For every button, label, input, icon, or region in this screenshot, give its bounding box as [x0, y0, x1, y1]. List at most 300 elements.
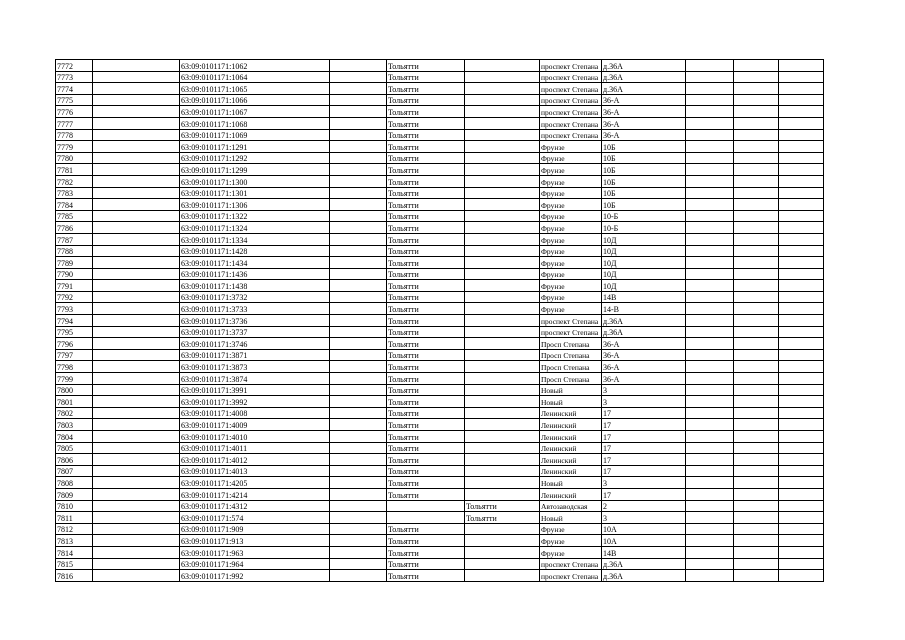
- empty-cell: [330, 361, 387, 373]
- house-cell: 10Б: [602, 187, 686, 199]
- street-text: проспект Степана: [541, 73, 599, 83]
- house-cell: д.36А: [602, 60, 686, 72]
- city-cell: Тольятти: [387, 442, 465, 454]
- street-text: Фрунзе: [541, 177, 565, 187]
- row-number-cell: 7794: [56, 315, 93, 327]
- empty-cell: [734, 175, 779, 187]
- street-text: проспект Степана: [541, 131, 599, 141]
- row-number-cell: 7814: [56, 546, 93, 558]
- empty-cell: [686, 117, 734, 129]
- street-cell: [540, 257, 602, 269]
- city-cell-alt: [465, 117, 540, 129]
- house-cell: 10А: [602, 535, 686, 547]
- table-row: [56, 570, 824, 582]
- street-text: проспект Степана: [541, 316, 599, 326]
- city-cell-alt: Тольятти: [465, 500, 540, 512]
- empty-cell: [686, 222, 734, 234]
- city-cell-alt: [465, 454, 540, 466]
- row-number-cell: 7775: [56, 94, 93, 106]
- empty-cell: [779, 477, 824, 489]
- row-number-cell: 7777: [56, 117, 93, 129]
- empty-cell: [686, 326, 734, 338]
- street-cell: [540, 431, 602, 443]
- empty-cell: [734, 431, 779, 443]
- city-cell-alt: [465, 546, 540, 558]
- city-cell-alt: [465, 129, 540, 141]
- empty-cell: [734, 442, 779, 454]
- city-cell-alt: [465, 477, 540, 489]
- row-number-cell: 7786: [56, 222, 93, 234]
- street-cell: [540, 291, 602, 303]
- table-row: [56, 71, 824, 83]
- empty-cell: [93, 129, 180, 141]
- cadastral-number-cell: 63:09:0101171:1065: [180, 83, 330, 95]
- empty-cell: [686, 419, 734, 431]
- empty-cell: [686, 210, 734, 222]
- city-cell: Тольятти: [387, 199, 465, 211]
- empty-cell: [734, 152, 779, 164]
- city-cell-alt: [465, 291, 540, 303]
- street-text: Фрунзе: [541, 212, 565, 222]
- table-row: [56, 384, 824, 396]
- city-cell: Тольятти: [387, 233, 465, 245]
- street-text: Фрунзе: [541, 223, 565, 233]
- empty-cell: [93, 280, 180, 292]
- empty-cell: [734, 465, 779, 477]
- table-row: [56, 60, 824, 72]
- city-cell-alt: [465, 465, 540, 477]
- cadastral-number-cell: 63:09:0101171:3746: [180, 338, 330, 350]
- street-text: проспект Степана: [541, 328, 599, 338]
- street-cell: [540, 512, 602, 524]
- table-row: [56, 268, 824, 280]
- empty-cell: [330, 94, 387, 106]
- table-row: [56, 535, 824, 547]
- cadastral-number-cell: 63:09:0101171:964: [180, 558, 330, 570]
- row-number-cell: 7799: [56, 373, 93, 385]
- empty-cell: [779, 129, 824, 141]
- city-cell: Тольятти: [387, 222, 465, 234]
- empty-cell: [734, 268, 779, 280]
- empty-cell: [779, 268, 824, 280]
- empty-cell: [330, 303, 387, 315]
- city-cell-alt: [465, 535, 540, 547]
- house-cell: 10Б: [602, 141, 686, 153]
- street-text: Ленинский: [541, 455, 577, 465]
- row-number-cell: 7780: [56, 152, 93, 164]
- empty-cell: [93, 431, 180, 443]
- cadastral-number-cell: 63:09:0101171:3873: [180, 361, 330, 373]
- city-cell: Тольятти: [387, 175, 465, 187]
- empty-cell: [779, 419, 824, 431]
- empty-cell: [93, 187, 180, 199]
- empty-cell: [734, 558, 779, 570]
- city-cell-alt: [465, 152, 540, 164]
- street-text: Ленинский: [541, 490, 577, 500]
- street-cell: [540, 245, 602, 257]
- street-cell: [540, 488, 602, 500]
- table-row: [56, 442, 824, 454]
- empty-cell: [779, 488, 824, 500]
- empty-cell: [734, 71, 779, 83]
- empty-cell: [734, 257, 779, 269]
- empty-cell: [686, 535, 734, 547]
- empty-cell: [330, 454, 387, 466]
- empty-cell: [734, 326, 779, 338]
- city-cell-alt: [465, 199, 540, 211]
- street-cell: [540, 117, 602, 129]
- row-number-cell: 7779: [56, 141, 93, 153]
- cadastral-number-cell: 63:09:0101171:1324: [180, 222, 330, 234]
- city-cell-alt: [465, 164, 540, 176]
- row-number-cell: 7785: [56, 210, 93, 222]
- table-row: [56, 338, 824, 350]
- cadastral-number-cell: 63:09:0101171:4013: [180, 465, 330, 477]
- house-cell: 17: [602, 419, 686, 431]
- city-cell-alt: [465, 361, 540, 373]
- street-text: Новый: [541, 478, 563, 488]
- row-number-cell: 7788: [56, 245, 93, 257]
- empty-cell: [93, 523, 180, 535]
- city-cell-alt: [465, 373, 540, 385]
- empty-cell: [330, 465, 387, 477]
- city-cell: Тольятти: [387, 570, 465, 582]
- row-number-cell: 7784: [56, 199, 93, 211]
- empty-cell: [330, 187, 387, 199]
- empty-cell: [779, 546, 824, 558]
- empty-cell: [779, 291, 824, 303]
- street-cell: [540, 164, 602, 176]
- cadastral-number-cell: 63:09:0101171:574: [180, 512, 330, 524]
- street-text: проспект Степана: [541, 96, 599, 106]
- table-row: [56, 280, 824, 292]
- empty-cell: [734, 373, 779, 385]
- empty-cell: [779, 407, 824, 419]
- row-number-cell: 7808: [56, 477, 93, 489]
- empty-cell: [686, 164, 734, 176]
- empty-cell: [686, 199, 734, 211]
- empty-cell: [734, 106, 779, 118]
- empty-cell: [686, 257, 734, 269]
- street-text: Фрунзе: [541, 258, 565, 268]
- empty-cell: [93, 257, 180, 269]
- empty-cell: [734, 570, 779, 582]
- table-row: [56, 257, 824, 269]
- street-text: Фрунзе: [541, 293, 565, 303]
- empty-cell: [93, 245, 180, 257]
- city-cell-alt: [465, 141, 540, 153]
- empty-cell: [779, 245, 824, 257]
- empty-cell: [686, 291, 734, 303]
- city-cell: Тольятти: [387, 268, 465, 280]
- street-cell: [540, 523, 602, 535]
- city-cell: [387, 500, 465, 512]
- empty-cell: [734, 338, 779, 350]
- table-row: [56, 152, 824, 164]
- street-text: Ленинский: [541, 444, 577, 454]
- cadastral-number-cell: 63:09:0101171:1434: [180, 257, 330, 269]
- house-cell: 14В: [602, 291, 686, 303]
- city-cell: Тольятти: [387, 315, 465, 327]
- city-cell-alt: [465, 303, 540, 315]
- house-cell: 17: [602, 407, 686, 419]
- house-cell: 3: [602, 512, 686, 524]
- house-cell: 36-А: [602, 94, 686, 106]
- empty-cell: [330, 83, 387, 95]
- empty-cell: [734, 546, 779, 558]
- empty-cell: [330, 523, 387, 535]
- street-cell: [540, 83, 602, 95]
- city-cell: Тольятти: [387, 338, 465, 350]
- empty-cell: [734, 361, 779, 373]
- empty-cell: [779, 442, 824, 454]
- empty-cell: [686, 500, 734, 512]
- street-text: Просп Степана: [541, 374, 590, 384]
- empty-cell: [330, 268, 387, 280]
- cadastral-number-cell: 63:09:0101171:1301: [180, 187, 330, 199]
- street-cell: [540, 558, 602, 570]
- empty-cell: [686, 442, 734, 454]
- empty-cell: [686, 71, 734, 83]
- empty-cell: [330, 570, 387, 582]
- empty-cell: [734, 477, 779, 489]
- city-cell: Тольятти: [387, 187, 465, 199]
- empty-cell: [779, 141, 824, 153]
- house-cell: 3: [602, 384, 686, 396]
- empty-cell: [734, 233, 779, 245]
- empty-cell: [734, 407, 779, 419]
- street-text: Фрунзе: [541, 235, 565, 245]
- cadastral-number-cell: 63:09:0101171:1306: [180, 199, 330, 211]
- empty-cell: [93, 94, 180, 106]
- empty-cell: [330, 535, 387, 547]
- city-cell-alt: [465, 268, 540, 280]
- city-cell: Тольятти: [387, 523, 465, 535]
- city-cell: [387, 512, 465, 524]
- city-cell-alt: [465, 187, 540, 199]
- empty-cell: [686, 384, 734, 396]
- street-cell: [540, 71, 602, 83]
- street-cell: [540, 106, 602, 118]
- empty-cell: [734, 315, 779, 327]
- empty-cell: [734, 94, 779, 106]
- city-cell-alt: [465, 233, 540, 245]
- empty-cell: [779, 558, 824, 570]
- cadastral-number-cell: 63:09:0101171:3737: [180, 326, 330, 338]
- house-cell: 3: [602, 477, 686, 489]
- street-cell: [540, 419, 602, 431]
- street-cell: [540, 338, 602, 350]
- empty-cell: [330, 233, 387, 245]
- empty-cell: [779, 396, 824, 408]
- row-number-cell: 7776: [56, 106, 93, 118]
- empty-cell: [93, 222, 180, 234]
- house-cell: 36-А: [602, 106, 686, 118]
- house-cell: 36-А: [602, 373, 686, 385]
- empty-cell: [779, 523, 824, 535]
- house-cell: д.36А: [602, 315, 686, 327]
- empty-cell: [330, 175, 387, 187]
- street-cell: [540, 442, 602, 454]
- empty-cell: [330, 326, 387, 338]
- city-cell: Тольятти: [387, 164, 465, 176]
- empty-cell: [330, 558, 387, 570]
- cadastral-number-cell: 63:09:0101171:3733: [180, 303, 330, 315]
- city-cell: Тольятти: [387, 407, 465, 419]
- table-row: [56, 222, 824, 234]
- empty-cell: [734, 419, 779, 431]
- empty-cell: [93, 570, 180, 582]
- street-cell: [540, 129, 602, 141]
- city-cell-alt: [465, 349, 540, 361]
- house-cell: 36-А: [602, 361, 686, 373]
- city-cell: Тольятти: [387, 454, 465, 466]
- house-cell: д.36А: [602, 570, 686, 582]
- city-cell-alt: [465, 570, 540, 582]
- empty-cell: [330, 117, 387, 129]
- row-number-cell: 7811: [56, 512, 93, 524]
- empty-cell: [93, 199, 180, 211]
- row-number-cell: 7796: [56, 338, 93, 350]
- street-cell: [540, 570, 602, 582]
- cadastral-number-cell: 63:09:0101171:3874: [180, 373, 330, 385]
- empty-cell: [330, 129, 387, 141]
- house-cell: 10Д: [602, 268, 686, 280]
- row-number-cell: 7805: [56, 442, 93, 454]
- empty-cell: [93, 465, 180, 477]
- empty-cell: [779, 280, 824, 292]
- empty-cell: [686, 558, 734, 570]
- city-cell: Тольятти: [387, 326, 465, 338]
- empty-cell: [93, 152, 180, 164]
- empty-cell: [330, 407, 387, 419]
- empty-cell: [779, 500, 824, 512]
- cadastral-number-cell: 63:09:0101171:992: [180, 570, 330, 582]
- table-row: [56, 477, 824, 489]
- table-row: [56, 315, 824, 327]
- cadastral-number-cell: 63:09:0101171:1062: [180, 60, 330, 72]
- empty-cell: [686, 431, 734, 443]
- empty-cell: [93, 117, 180, 129]
- house-cell: 10-Б: [602, 222, 686, 234]
- cadastral-number-cell: 63:09:0101171:1067: [180, 106, 330, 118]
- empty-cell: [686, 396, 734, 408]
- cadastral-number-cell: 63:09:0101171:4205: [180, 477, 330, 489]
- empty-cell: [686, 373, 734, 385]
- empty-cell: [686, 349, 734, 361]
- table-row: [56, 199, 824, 211]
- table-row: [56, 465, 824, 477]
- city-cell-alt: [465, 431, 540, 443]
- empty-cell: [686, 546, 734, 558]
- street-text: проспект Степана: [541, 61, 599, 71]
- city-cell: Тольятти: [387, 291, 465, 303]
- empty-cell: [779, 187, 824, 199]
- city-cell: Тольятти: [387, 431, 465, 443]
- empty-cell: [330, 546, 387, 558]
- table-row: [56, 291, 824, 303]
- row-number-cell: 7795: [56, 326, 93, 338]
- street-text: Фрунзе: [541, 247, 565, 257]
- street-cell: [540, 384, 602, 396]
- empty-cell: [330, 60, 387, 72]
- city-cell-alt: [465, 419, 540, 431]
- cadastral-number-cell: 63:09:0101171:4214: [180, 488, 330, 500]
- street-text: Фрунзе: [541, 525, 565, 535]
- empty-cell: [686, 488, 734, 500]
- cadastral-number-cell: 63:09:0101171:909: [180, 523, 330, 535]
- empty-cell: [686, 152, 734, 164]
- street-text: Просп Степана: [541, 363, 590, 373]
- city-cell: Тольятти: [387, 129, 465, 141]
- row-number-cell: 7806: [56, 454, 93, 466]
- street-text: Фрунзе: [541, 548, 565, 558]
- empty-cell: [686, 407, 734, 419]
- empty-cell: [93, 407, 180, 419]
- empty-cell: [734, 117, 779, 129]
- empty-cell: [734, 129, 779, 141]
- row-number-cell: 7802: [56, 407, 93, 419]
- house-cell: 10А: [602, 523, 686, 535]
- empty-cell: [93, 141, 180, 153]
- empty-cell: [686, 338, 734, 350]
- city-cell-alt: [465, 94, 540, 106]
- house-cell: 3: [602, 396, 686, 408]
- city-cell: Тольятти: [387, 488, 465, 500]
- table-row: [56, 546, 824, 558]
- cadastral-number-cell: 63:09:0101171:3736: [180, 315, 330, 327]
- empty-cell: [330, 164, 387, 176]
- street-cell: [540, 199, 602, 211]
- street-cell: [540, 210, 602, 222]
- empty-cell: [93, 361, 180, 373]
- street-text: Фрунзе: [541, 154, 565, 164]
- empty-cell: [779, 199, 824, 211]
- street-cell: [540, 60, 602, 72]
- row-number-cell: 7792: [56, 291, 93, 303]
- empty-cell: [734, 199, 779, 211]
- empty-cell: [93, 326, 180, 338]
- street-cell: [540, 175, 602, 187]
- street-text: Просп Степана: [541, 351, 590, 361]
- cadastral-number-cell: 63:09:0101171:1438: [180, 280, 330, 292]
- empty-cell: [93, 106, 180, 118]
- row-number-cell: 7813: [56, 535, 93, 547]
- empty-cell: [93, 512, 180, 524]
- row-number-cell: 7781: [56, 164, 93, 176]
- street-text: Фрунзе: [541, 270, 565, 280]
- row-number-cell: 7801: [56, 396, 93, 408]
- empty-cell: [93, 175, 180, 187]
- house-cell: 14-В: [602, 303, 686, 315]
- empty-cell: [779, 315, 824, 327]
- empty-cell: [330, 291, 387, 303]
- house-cell: 17: [602, 454, 686, 466]
- city-cell: Тольятти: [387, 280, 465, 292]
- table-row: [56, 512, 824, 524]
- table-row: [56, 454, 824, 466]
- city-cell: Тольятти: [387, 257, 465, 269]
- empty-cell: [686, 187, 734, 199]
- empty-cell: [686, 175, 734, 187]
- city-cell: Тольятти: [387, 558, 465, 570]
- row-number-cell: 7809: [56, 488, 93, 500]
- city-cell-alt: [465, 83, 540, 95]
- city-cell-alt: [465, 315, 540, 327]
- street-text: Новый: [541, 397, 563, 407]
- empty-cell: [330, 477, 387, 489]
- empty-cell: [93, 303, 180, 315]
